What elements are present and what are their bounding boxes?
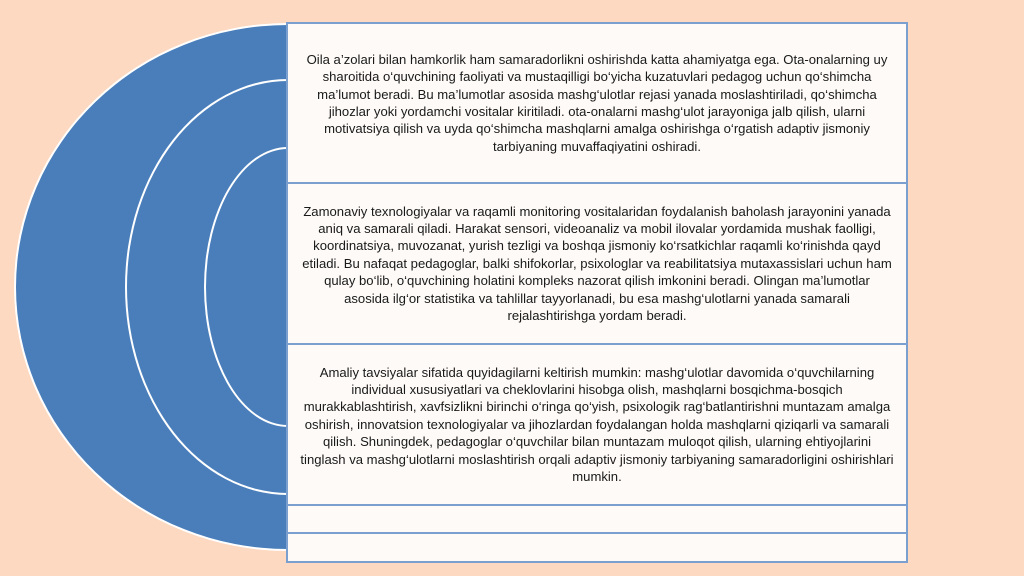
text-box-1[interactable] [288, 24, 906, 184]
text-box-2[interactable] [288, 184, 906, 345]
text-box-4-empty[interactable] [288, 506, 906, 534]
text-box-1-body: Oila a’zolari bilan hamkorlik ham samaradorlikni oshirishda katta ahamiyatga ega. Ota-onalarning uy sharoitida o‘quvchining faoliyati va mustaqilligi bo‘yicha kuzatuvlari pedagog uchun qo‘shimcha ma’lumot beradi. Bu ma’lumotlar asosida mashg‘ulotlar rejasi yanada moslashtiriladi, qo‘shimcha jihozlar yoki yordamchi vositalar kiritiladi. ota-onalarni mashg‘ulot jarayoniga jalb qilish, ularni motivatsiya qilish va uyda qo‘shimcha mashqlarni amalga oshirishga o‘rgatish adaptiv jismoniy tarbiyaning muvaffaqiyatini oshiradi. [306, 51, 888, 154]
text-box-2-body: Zamonaviy texnologiyalar va raqamli monitoring vositalaridan foydalanish baholash jarayonini yanada aniq va samarali qiladi. Harakat sensori, videoanaliz va mobil ilovalar yordamida mushak faolligi, koordinatsiya, muvozanat, yurish tezligi va boshqa jismoniy ko‘rsatkichlar raqamli ko‘rinishda qayd etiladi. Bu nafaqat pedagoglar, balki shifokorlar, psixologlar va reabilitatsiya mutaxassislari uchun ham qulay bo‘lib, o‘quvchining holatini kompleks nazorat qilish imkonini beradi. Olingan ma’lumotlar asosida ilg‘or statistika va tahlillar tayyorlanadi, bu esa mashg‘ulotlarni yanada samarali rejalashtirishga yordam beradi. [302, 203, 892, 324]
text-box-5-empty[interactable] [288, 534, 906, 561]
text-box-3[interactable] [288, 345, 906, 506]
text-box-3-body: Amaliy tavsiyalar sifatida quyidagilarni keltirish mumkin: mashg‘ulotlar davomida o‘quvchilarning individual xususiyatlari va cheklovlarini hisobga olish, mashqlarni bosqichma-bosqich murakkablashtirish, xavfsizlikni birinchi o‘ringa qo‘yish, psixologik rag‘batlantirishni muntazam amalga oshirish, innovatsion texnologiyalar va jihozlardan foydalangan holda mashqlarni qiziqarli va samarali qilish. Shuningdek, pedagoglar o‘quvchilar bilan muntazam muloqot qilish, ularning ehtiyojlarini tinglash va mashg‘ulotlarni moslashtirish orqali adaptiv jismoniy tarbiyaning samaradorligini oshirishlari mumkin. [300, 364, 894, 485]
text-box-stack [286, 22, 908, 563]
onion-radial-graphic [0, 0, 300, 576]
